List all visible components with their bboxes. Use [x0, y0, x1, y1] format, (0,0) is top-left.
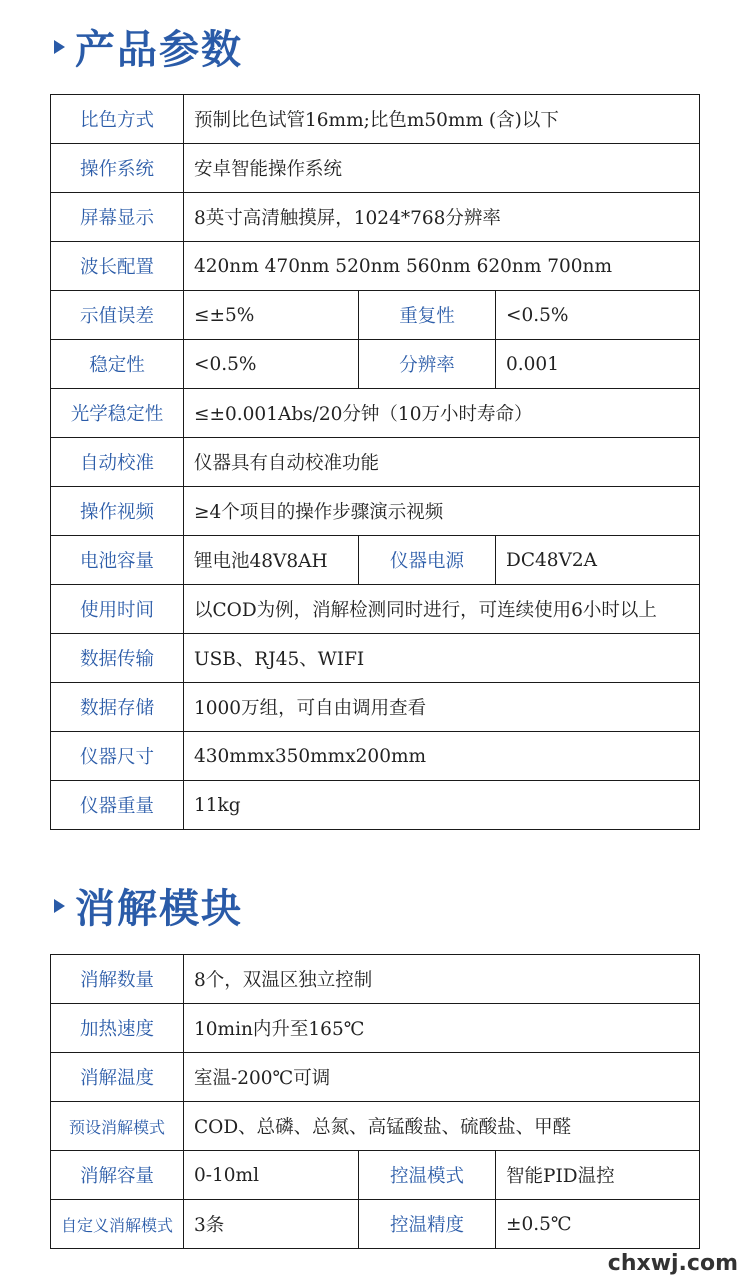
row-label: 使用时间: [51, 585, 184, 634]
row-value: 430mmx350mmx200mm: [184, 732, 700, 781]
row-value: 锂电池48V8AH: [184, 536, 359, 585]
table-row: [51, 1151, 700, 1200]
row-label: 重复性: [359, 291, 496, 340]
row-label: 分辨率: [359, 340, 496, 389]
row-value: 8英寸高清触摸屏，1024*768分辨率: [184, 193, 700, 242]
table-row: [51, 1102, 700, 1151]
section-title-text: 产品参数: [75, 27, 243, 73]
table-row: [51, 1004, 700, 1053]
row-value: 以COD为例，消解检测同时进行，可连续使用6小时以上: [184, 585, 700, 634]
row-value: 0-10ml: [184, 1151, 359, 1200]
table-row: [51, 389, 700, 438]
section-title-text: 消解模块: [75, 886, 243, 932]
row-value: 420nm 470nm 520nm 560nm 620nm 700nm: [184, 242, 700, 291]
table-row: [51, 291, 700, 340]
row-label: 数据存储: [51, 683, 184, 732]
watermark: chxwj.com: [607, 1251, 738, 1276]
row-label: 示值误差: [51, 291, 184, 340]
row-label: 仪器重量: [51, 781, 184, 830]
row-value: ≤±0.001Abs/20分钟（10万小时寿命）: [184, 389, 700, 438]
row-value: 预制比色试管16mm;比色m50mm (含)以下: [184, 95, 700, 144]
section-title-digestion: [54, 877, 243, 934]
row-label: 比色方式: [51, 95, 184, 144]
row-label: 数据传输: [51, 634, 184, 683]
row-value: 0.001: [496, 340, 700, 389]
row-label: 消解容量: [51, 1151, 184, 1200]
row-value: 8个，双温区独立控制: [184, 955, 700, 1004]
table-row: [51, 634, 700, 683]
row-label: 自动校准: [51, 438, 184, 487]
row-label: 加热速度: [51, 1004, 184, 1053]
row-value: 安卓智能操作系统: [184, 144, 700, 193]
row-label: 消解数量: [51, 955, 184, 1004]
row-label: 屏幕显示: [51, 193, 184, 242]
row-value: ≥4个项目的操作步骤演示视频: [184, 487, 700, 536]
table-row: [51, 585, 700, 634]
row-label: 控温模式: [359, 1151, 496, 1200]
row-value: ±0.5℃: [496, 1200, 700, 1249]
row-value: 10min内升至165℃: [184, 1004, 700, 1053]
table-row: [51, 95, 700, 144]
table-row: [51, 340, 700, 389]
row-value: 1000万组，可自由调用查看: [184, 683, 700, 732]
row-value: COD、总磷、总氮、高锰酸盐、硫酸盐、甲醛: [184, 1102, 700, 1151]
row-label: 光学稳定性: [51, 389, 184, 438]
row-label: 仪器电源: [359, 536, 496, 585]
section-title-params: [54, 18, 243, 75]
row-label: 预设消解模式: [51, 1102, 184, 1151]
table-row: [51, 955, 700, 1004]
row-value: 智能PID温控: [496, 1151, 700, 1200]
table-row: [51, 781, 700, 830]
row-label: 电池容量: [51, 536, 184, 585]
row-label: 波长配置: [51, 242, 184, 291]
table-row: [51, 193, 700, 242]
row-value: 仪器具有自动校准功能: [184, 438, 700, 487]
row-value: 室温-200℃可调: [184, 1053, 700, 1102]
table-row: [51, 242, 700, 291]
row-value: <0.5%: [496, 291, 700, 340]
row-value: USB、RJ45、WIFI: [184, 634, 700, 683]
table-row: [51, 536, 700, 585]
table-row: [51, 1053, 700, 1102]
row-label: 控温精度: [359, 1200, 496, 1249]
triangle-bullet-icon: [54, 40, 65, 54]
row-label: 仪器尺寸: [51, 732, 184, 781]
row-label: 操作系统: [51, 144, 184, 193]
row-value: 11kg: [184, 781, 700, 830]
table-row: [51, 438, 700, 487]
row-value: 3条: [184, 1200, 359, 1249]
row-label: 自定义消解模式: [51, 1200, 184, 1249]
row-value: DC48V2A: [496, 536, 700, 585]
params-table: [50, 94, 700, 830]
row-label: 稳定性: [51, 340, 184, 389]
triangle-bullet-icon: [54, 899, 65, 913]
table-row: [51, 732, 700, 781]
digestion-table: [50, 954, 700, 1249]
row-label: 操作视频: [51, 487, 184, 536]
row-value: ≤±5%: [184, 291, 359, 340]
table-row: [51, 1200, 700, 1249]
table-row: [51, 144, 700, 193]
table-row: [51, 683, 700, 732]
table-row: [51, 487, 700, 536]
row-label: 消解温度: [51, 1053, 184, 1102]
row-value: <0.5%: [184, 340, 359, 389]
